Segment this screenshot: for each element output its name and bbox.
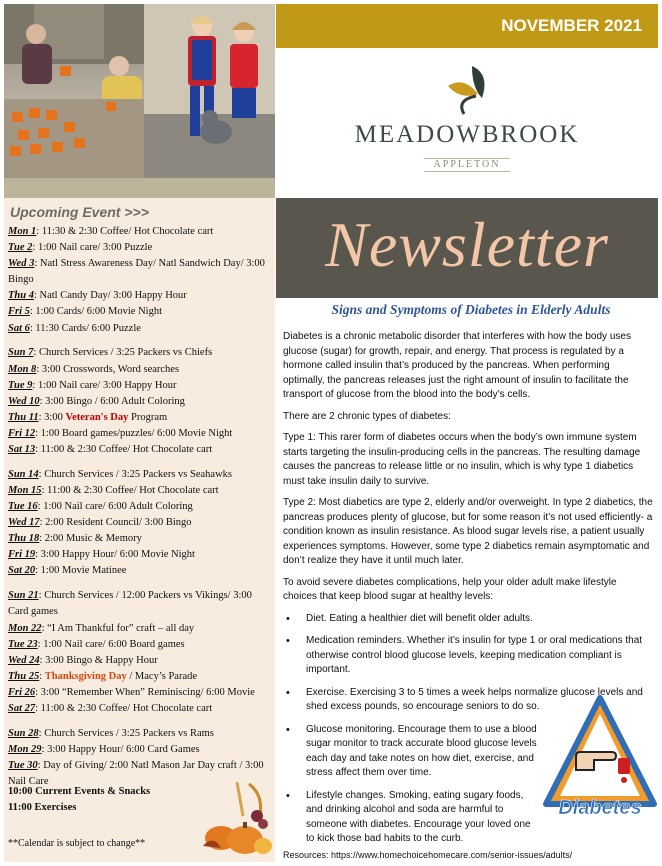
event-day: Wed 17 (8, 517, 40, 529)
event-text: : (39, 670, 45, 682)
event-row (8, 321, 272, 337)
logo-location: APPLETON (424, 158, 511, 172)
event-text: : 11:00 & 2:30 Coffee/ Hot Chocolate cart (35, 703, 213, 715)
event-day: Sat 6 (8, 322, 30, 334)
week-gap (8, 580, 272, 589)
event-highlight: Veteran's Day (65, 411, 129, 423)
event-day: Thu 11 (8, 411, 39, 423)
diabetes-sign-label: Diabetes (558, 797, 642, 818)
event-day: Thu 25 (8, 670, 40, 682)
event-day: Sat 20 (8, 565, 36, 577)
event-day: Fri 12 (8, 427, 36, 439)
event-row (8, 394, 272, 410)
meadowbrook-logo (276, 48, 658, 178)
event-row (8, 442, 272, 458)
event-day: Mon 1 (8, 226, 37, 237)
resources-line: Resources: https://www.homechoicehomecare.com/senior-issues/adults/ (283, 850, 573, 860)
event-day: Tue 2 (8, 242, 33, 254)
article-paragraph: Diabetes is a chronic metabolic disorder that interferes with how the body uses glucose (sugar) for growth, repair, and energy. That process is regulated by a hormone called insulin that’s produced by the pancreas. When performing optimally, the pancreas releases just the right amount of insulin to facilitate the transport of glucose from the blood into the body’s cells. (283, 331, 631, 400)
event-text-after: Program (128, 411, 168, 423)
month-label: NOVEMBER 2021 (501, 16, 642, 35)
event-row (8, 483, 272, 499)
event-text: : 3:00 Happy Hour/ 6:00 Movie Night (35, 549, 195, 561)
event-row (8, 669, 272, 685)
event-row (8, 256, 272, 288)
event-text: : 3:00 (38, 411, 66, 423)
article-paragraph: To avoid severe diabetes complications, help your older adult make lifestyle choices that keep blood sugar at healthy levels: (283, 576, 617, 602)
event-day: Wed 3 (8, 258, 35, 270)
event-text: : 1:00 Nail care/ 3:00 Happy Hour (32, 379, 177, 391)
diabetes-warning-sign (542, 694, 658, 818)
event-day: Sun 14 (8, 468, 39, 480)
week-gap (8, 717, 272, 726)
event-row (8, 685, 272, 701)
calendar-note: **Calendar is subject to change** (8, 838, 146, 849)
week-gap (8, 458, 272, 467)
event-row (8, 621, 272, 637)
event-row (8, 653, 272, 669)
event-day: Sat 27 (8, 703, 36, 715)
event-day: Fri 5 (8, 306, 30, 318)
event-text: : Church Services / 3:25 Packers vs Rams (38, 727, 214, 739)
event-text: : 1:00 Nail care/ 6:00 Adult Coloring (37, 501, 193, 513)
event-row (8, 515, 272, 531)
harvest-pumpkin-icon (199, 776, 273, 860)
event-text: : Day of Giving/ 2:00 Natl Mason Jar Day craft / 3:00 Nail Care (8, 760, 264, 788)
event-row (8, 531, 272, 547)
event-day: Sun 7 (8, 347, 34, 359)
event-day: Mon 8 (8, 363, 37, 375)
event-text: : 2:00 Resident Council/ 3:00 Bingo (39, 517, 192, 529)
tip-item: • Medication reminders. Whether it’s insulin for type 1 or oral medications that otherwise control blood glucose levels, keeping medication compliant is important. (283, 634, 653, 678)
month-banner (276, 4, 658, 48)
event-day: Tue 16 (8, 501, 38, 513)
event-day: Tue 9 (8, 379, 33, 391)
events-list (8, 224, 272, 790)
event-text: : 1:00 Nail care/ 6:00 Board games (37, 638, 185, 650)
tip-item: • Exercise. Exercising 3 to 5 times a week helps normalize glucose levels and shed excess pounds, so encourage seniors to do so. (283, 686, 653, 715)
article-paragraph: Type 1: This rarer form of diabetes occurs when the body’s own immune system starts targeting the insulin-producing cells in the pancreas. The resulting damage causes the pancreas to release little or no insulin, which is why type 1 diabetics must take insulin daily to survive. (283, 432, 641, 487)
event-row (8, 304, 272, 320)
article-paragraph: Type 2: Most diabetics are type 2, elderly and/or overweight. In type 2 diabetics, the pancreas produces plenty of glucose, but for some reason it’s not used efficiently- a condition known as insulin resistance. As blood sugar levels rise, a patient usually experiences symptoms. However, some type 2 diabetics remain asymptomatic and don’t realize they have it until much later. (283, 497, 653, 566)
leaf-logo-icon (442, 64, 492, 118)
event-row (8, 467, 272, 483)
event-row (8, 726, 272, 742)
event-row (8, 499, 272, 515)
event-row (8, 378, 272, 394)
event-day: Tue 30 (8, 760, 38, 772)
newsletter-title-box (276, 198, 658, 298)
photo-staff-superheroes (144, 4, 275, 178)
event-row (8, 742, 272, 758)
event-text-after: / Macy’s Parade (126, 670, 198, 682)
event-text: : 1:00 Movie Matinee (35, 565, 127, 577)
article-title: Signs and Symptoms of Diabetes in Elderly Adults (331, 302, 611, 317)
event-text: : 2:00 Music & Memory (39, 533, 142, 545)
week-gap (8, 337, 272, 346)
logo-wordmark: MEADOWBROOK (354, 121, 580, 148)
event-text: : Church Services / 3:25 Packers vs Seahawks (38, 468, 232, 480)
upcoming-events-title: Upcoming Event >>> (10, 204, 149, 220)
event-day: Thu 4 (8, 290, 34, 302)
event-text: : Natl Stress Awareness Day/ Natl Sandwich Day/ 3:00 Bingo (8, 258, 265, 286)
event-text: : 11:00 & 2:30 Coffee/ Hot Chocolate cart (35, 444, 213, 456)
event-day: Wed 24 (8, 654, 40, 666)
newsletter-title: Newsletter (325, 209, 609, 280)
event-day: Sat 13 (8, 444, 36, 456)
event-highlight: Thanksgiving Day (44, 670, 127, 682)
event-row (8, 701, 272, 717)
events-sidebar (4, 198, 275, 862)
daily-item: 11:00 Exercises (8, 802, 77, 813)
event-row (8, 563, 272, 579)
tip-item: • Diet. Eating a healthier diet will benefit older adults. (283, 612, 653, 627)
event-text: : 1:00 Board games/puzzles/ 6:00 Movie Night (35, 427, 233, 439)
event-text: : 11:00 & 2:30 Coffee/ Hot Chocolate cart (41, 485, 219, 496)
event-text: : 1:00 Cards/ 6:00 Movie Night (29, 306, 163, 318)
event-row (8, 426, 272, 442)
tip-item: • Glucose monitoring. Encourage them to use a blood sugar monitor to track accurate blood glucose levels each day and take notes on how diet, exercise, and stress affect them over time. (283, 723, 653, 781)
event-text: : Natl Candy Day/ 3:00 Happy Hour (33, 290, 187, 302)
event-text: : 11:30 Cards/ 6:00 Puzzle (29, 322, 141, 334)
daily-item: 10:00 Current Events & Snacks (8, 786, 151, 797)
event-day: Sun 28 (8, 727, 39, 739)
tip-item: • Lifestyle changes. Smoking, eating sugary foods, and drinking alcohol and soda are harmful to someone with diabetes. Encourage your loved one to kick those bad habits to the curb. (283, 789, 653, 847)
event-text: : 11:30 & 2:30 Coffee/ Hot Chocolate cart (36, 226, 214, 237)
event-row (8, 224, 272, 240)
daily-schedule (8, 784, 150, 816)
event-row (8, 362, 272, 378)
event-day: Mon 15 (8, 485, 42, 496)
event-day: Tue 23 (8, 638, 38, 650)
event-text: : 1:00 Nail care/ 3:00 Puzzle (32, 242, 153, 254)
event-row (8, 637, 272, 653)
event-day: Thu 18 (8, 533, 40, 545)
event-row (8, 240, 272, 256)
photo-residents-crafting (4, 4, 144, 178)
event-text: : Church Services / 12:00 Packers vs Vikings/ 3:00 Card games (8, 590, 252, 618)
event-text: : 3:00 Happy Hour/ 6:00 Card Games (41, 744, 200, 755)
event-day: Sun 21 (8, 590, 39, 602)
event-text: : 3:00 Crosswords, Word searches (36, 363, 180, 375)
event-row (8, 288, 272, 304)
event-day: Wed 10 (8, 395, 40, 407)
tan-divider (4, 178, 275, 198)
event-text: : “I Am Thankful for” craft – all day (41, 622, 195, 634)
event-text: : Church Services / 3:25 Packers vs Chiefs (33, 347, 213, 359)
event-text: : 3:00 Bingo / 6:00 Adult Coloring (39, 395, 185, 407)
event-day: Mon 22 (8, 622, 42, 634)
event-row (8, 588, 272, 620)
article-paragraph: There are 2 chronic types of diabetes: (283, 410, 451, 422)
event-day: Fri 26 (8, 686, 36, 698)
event-text: : 3:00 “Remember When” Reminiscing/ 6:00 Movie (35, 686, 255, 698)
event-row (8, 547, 272, 563)
event-row (8, 410, 272, 426)
event-day: Fri 19 (8, 549, 36, 561)
event-row (8, 345, 272, 361)
event-day: Mon 29 (8, 744, 42, 755)
event-text: : 3:00 Bingo & Happy Hour (39, 654, 158, 666)
